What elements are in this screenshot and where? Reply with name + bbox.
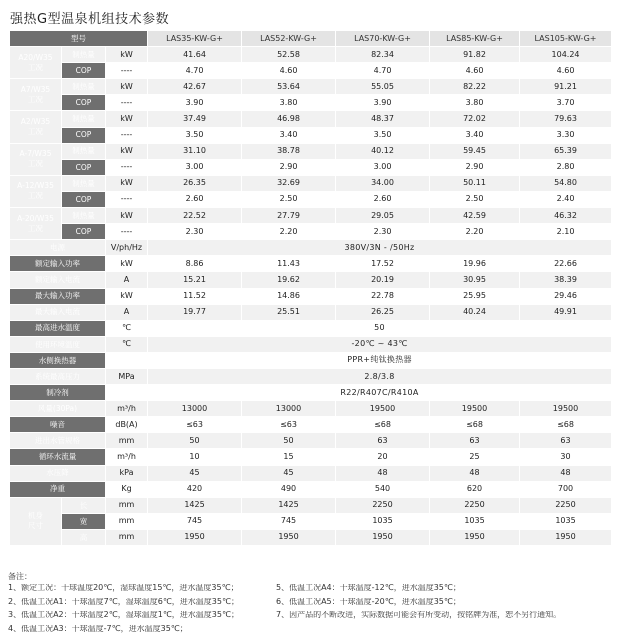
unit-cell: ℃ [106,320,148,336]
table-row [10,240,612,256]
value-cell: 11.52 [148,288,242,304]
param-label: 制热量 [62,47,106,63]
value-cell: 2.40 [520,191,612,207]
note-line: 7、因产品的不断改进，实际数据可能会有所变动，按铭牌为准，恕不另行通知。 [276,611,562,620]
value-cell: 25 [430,449,520,465]
unit-cell: V/ph/Hz [106,240,148,256]
unit-cell: ---- [106,127,148,143]
value-cell: 13000 [148,401,242,417]
value-cell: 4.60 [520,63,612,79]
note-line: 6、低温工况A5：干球温度-20℃，进水温度35℃； [276,597,461,606]
note-line: 5、低温工况A4：干球温度-12℃，进水温度35℃； [276,584,461,593]
value-cell: 8.86 [148,256,242,272]
unit-cell: kW [106,79,148,95]
value-cell: 82.34 [336,47,430,63]
header-model-name: LAS52-KW-G+ [242,31,336,47]
value-cell: 48 [520,465,612,481]
unit-cell: ---- [106,95,148,111]
value-cell: 2.50 [430,191,520,207]
param-label: COP [62,63,106,79]
condition-group-label: A-20/W35 工况 [10,208,62,240]
param-label: 循环水流量 [10,449,106,465]
value-cell: 17.52 [336,256,430,272]
value-cell: 63 [336,433,430,449]
value-cell: 745 [242,513,336,529]
header-model-name: LAS85-KW-G+ [430,31,520,47]
value-cell: 50 [148,433,242,449]
table-row [10,417,612,433]
table-row [10,224,612,240]
value-cell: 2.90 [430,159,520,175]
unit-cell: m³/h [106,401,148,417]
table-row [10,385,612,401]
value-cell: 46.98 [242,111,336,127]
value-cell: 31.10 [148,143,242,159]
value-cell: 27.79 [242,208,336,224]
value-cell: 29.05 [336,208,430,224]
param-label: COP [62,127,106,143]
value-cell: 65.39 [520,143,612,159]
value-cell: 49.91 [520,304,612,320]
value-cell: 2.90 [242,159,336,175]
value-cell: 30.95 [430,272,520,288]
condition-group-label: A20/W35 工况 [10,47,62,79]
value-cell: 53.64 [242,79,336,95]
value-cell: 2250 [430,497,520,513]
unit-cell: ---- [106,63,148,79]
value-cell: 4.60 [430,63,520,79]
value-cell: 1950 [242,529,336,545]
condition-group-label: A7/W35 工况 [10,79,62,111]
param-label: 使用环境温度 [10,336,106,352]
param-label: 水侧换热器 [10,352,106,368]
table-row [10,368,612,384]
param-label: COP [62,95,106,111]
param-label: 宽 [62,513,106,529]
value-cell: 26.25 [336,304,430,320]
value-cell: 50 [242,433,336,449]
value-cell: 19500 [336,401,430,417]
table-row [10,191,612,207]
table-row [10,47,612,63]
value-cell: 2.30 [336,224,430,240]
param-label: 最高进水温度 [10,320,106,336]
unit-cell: dB(A) [106,417,148,433]
value-cell: 30 [520,449,612,465]
param-label: 电源 [10,240,106,256]
value-cell: 1425 [148,497,242,513]
dimension-group-label: 机身 尺寸 [10,497,62,545]
table-row [10,111,612,127]
value-cell: 420 [148,481,242,497]
value-cell: 63 [430,433,520,449]
merged-value-cell: PPR+纯钛换热器 [148,352,612,368]
value-cell: 3.70 [520,95,612,111]
value-cell: 22.66 [520,256,612,272]
table-row [10,449,612,465]
header-model-name: LAS105-KW-G+ [520,31,612,47]
value-cell: 45 [148,465,242,481]
value-cell: 25.51 [242,304,336,320]
notes-section [8,573,628,638]
param-label: 额定输入功率 [10,256,106,272]
value-cell: 3.90 [148,95,242,111]
value-cell: 490 [242,481,336,497]
value-cell: 3.50 [148,127,242,143]
value-cell: ≤63 [148,417,242,433]
unit-cell: A [106,304,148,320]
param-label: 净重 [10,481,106,497]
value-cell: 540 [336,481,430,497]
value-cell: 48.37 [336,111,430,127]
value-cell: 32.69 [242,175,336,191]
table-row [10,352,612,368]
value-cell: 40.12 [336,143,430,159]
value-cell: 82.22 [430,79,520,95]
value-cell: 4.70 [336,63,430,79]
note-line: 2、低温工况A1：干球温度7℃，湿球温度6℃，进水温度35℃； [8,597,239,606]
table-row [10,336,612,352]
table-row [10,304,612,320]
value-cell: 13000 [242,401,336,417]
value-cell: 19500 [430,401,520,417]
table-row [10,159,612,175]
value-cell: 745 [148,513,242,529]
value-cell: 3.00 [336,159,430,175]
table-row [10,143,612,159]
table-row [10,208,612,224]
value-cell: 63 [520,433,612,449]
table-row [10,401,612,417]
merged-value-cell: 2.8/3.8 [148,368,612,384]
table-row [10,79,612,95]
value-cell: 42.67 [148,79,242,95]
value-cell: 3.90 [336,95,430,111]
unit-cell: mm [106,497,148,513]
note-line: 4、低温工况A3：干球温度-7℃，进水温度35℃； [8,624,188,633]
note-line: 3、低温工况A2：干球温度2℃，湿球温度1℃，进水温度35℃； [8,611,239,620]
value-cell: 1035 [430,513,520,529]
value-cell: 700 [520,481,612,497]
value-cell: 1425 [242,497,336,513]
unit-cell: ---- [106,224,148,240]
table-row [10,31,612,47]
param-label: 制热量 [62,175,106,191]
value-cell: 22.52 [148,208,242,224]
table-row [10,465,612,481]
table-row [10,481,612,497]
value-cell: 104.24 [520,47,612,63]
unit-cell: kW [106,143,148,159]
unit-cell: MPa [106,368,148,384]
value-cell: 3.50 [336,127,430,143]
value-cell: 42.59 [430,208,520,224]
spec-table [9,30,612,546]
merged-value-cell: 380V/3N - /50Hz [148,240,612,256]
value-cell: 4.70 [148,63,242,79]
unit-cell: m³/h [106,449,148,465]
unit-cell: kW [106,175,148,191]
param-label: 进出水管规格 [10,433,106,449]
value-cell: 3.80 [430,95,520,111]
param-label: 制热量 [62,79,106,95]
notes-title: 备注： [8,572,32,581]
header-model-name: LAS35-KW-G+ [148,31,242,47]
value-cell: 20.19 [336,272,430,288]
value-cell: ≤63 [242,417,336,433]
value-cell: 19.62 [242,272,336,288]
value-cell: 48 [430,465,520,481]
unit-cell: ---- [106,159,148,175]
value-cell: 3.40 [430,127,520,143]
merged-value-cell: -20℃ ~ 43℃ [148,336,612,352]
unit-cell: kW [106,111,148,127]
value-cell: 59.45 [430,143,520,159]
value-cell: 2250 [520,497,612,513]
value-cell: 48 [336,465,430,481]
table-row [10,320,612,336]
value-cell: 19.77 [148,304,242,320]
unit-cell: kPa [106,465,148,481]
value-cell: 1950 [520,529,612,545]
param-label: 长 [62,497,106,513]
value-cell: 15.21 [148,272,242,288]
value-cell: 72.02 [430,111,520,127]
table-row [10,63,612,79]
table-row [10,433,612,449]
param-label: 系统最高压力 [10,368,106,384]
unit-cell [106,352,148,368]
unit-cell: ---- [106,191,148,207]
value-cell: 3.30 [520,127,612,143]
value-cell: 620 [430,481,520,497]
table-row [10,497,612,513]
unit-cell: kW [106,288,148,304]
value-cell: 91.82 [430,47,520,63]
value-cell: 3.80 [242,95,336,111]
value-cell: 26.35 [148,175,242,191]
unit-cell [106,385,148,401]
value-cell: 1035 [520,513,612,529]
value-cell: 1950 [148,529,242,545]
value-cell: 79.63 [520,111,612,127]
value-cell: 1035 [336,513,430,529]
value-cell: 52.58 [242,47,336,63]
merged-value-cell: 50 [148,320,612,336]
param-label: 高 [62,529,106,545]
param-label: 最大输入功率 [10,288,106,304]
param-label: COP [62,224,106,240]
table-row [10,175,612,191]
value-cell: 1950 [336,529,430,545]
unit-cell: Kg [106,481,148,497]
unit-cell: kW [106,256,148,272]
condition-group-label: A-12/W35 工况 [10,175,62,207]
value-cell: 40.24 [430,304,520,320]
value-cell: 55.05 [336,79,430,95]
unit-cell: mm [106,529,148,545]
value-cell: 2.60 [336,191,430,207]
header-model-label: 型号 [10,31,148,47]
param-label: 风量(30Pa) [10,401,106,417]
value-cell: 41.64 [148,47,242,63]
value-cell: 2.30 [148,224,242,240]
merged-value-cell: R22/R407C/R410A [148,385,612,401]
unit-cell: kW [106,208,148,224]
param-label: 额定输入电流 [10,272,106,288]
table-row [10,288,612,304]
table-row [10,256,612,272]
value-cell: 2.10 [520,224,612,240]
param-label: 制热量 [62,208,106,224]
param-label: 制热量 [62,111,106,127]
value-cell: 10 [148,449,242,465]
unit-cell: ℃ [106,336,148,352]
param-label: 水压降 [10,465,106,481]
notes-right-column [276,584,628,638]
value-cell: 3.00 [148,159,242,175]
unit-cell: mm [106,433,148,449]
condition-group-label: A-7/W35 工况 [10,143,62,175]
value-cell: 37.49 [148,111,242,127]
value-cell: ≤68 [336,417,430,433]
value-cell: 14.86 [242,288,336,304]
value-cell: 25.95 [430,288,520,304]
value-cell: 2250 [336,497,430,513]
value-cell: 91.21 [520,79,612,95]
value-cell: 11.43 [242,256,336,272]
value-cell: 34.00 [336,175,430,191]
value-cell: 15 [242,449,336,465]
param-label: 制热量 [62,143,106,159]
param-label: 制冷剂 [10,385,106,401]
value-cell: 54.80 [520,175,612,191]
value-cell: 19500 [520,401,612,417]
unit-cell: mm [106,513,148,529]
param-label: COP [62,191,106,207]
value-cell: ≤68 [430,417,520,433]
value-cell: 2.20 [430,224,520,240]
value-cell: 38.78 [242,143,336,159]
unit-cell: A [106,272,148,288]
value-cell: 1950 [430,529,520,545]
header-model-name: LAS70-KW-G+ [336,31,430,47]
table-row [10,95,612,111]
value-cell: 22.78 [336,288,430,304]
value-cell: 45 [242,465,336,481]
param-label: 噪音 [10,417,106,433]
value-cell: 29.46 [520,288,612,304]
table-row [10,513,612,529]
value-cell: 20 [336,449,430,465]
value-cell: ≤68 [520,417,612,433]
value-cell: 19.96 [430,256,520,272]
value-cell: 38.39 [520,272,612,288]
value-cell: 3.40 [242,127,336,143]
value-cell: 46.32 [520,208,612,224]
condition-group-label: A2/W35 工况 [10,111,62,143]
table-row [10,127,612,143]
value-cell: 2.50 [242,191,336,207]
note-line: 1、额定工况：干球温度20℃，湿球温度15℃，进水温度35℃； [8,584,239,593]
value-cell: 50.11 [430,175,520,191]
notes-left-column [8,584,276,638]
unit-cell: kW [106,47,148,63]
param-label: 最大输入电流 [10,304,106,320]
param-label: COP [62,159,106,175]
value-cell: 2.80 [520,159,612,175]
table-row [10,529,612,545]
table-row [10,272,612,288]
page-title: 强热G型温泉机组技术参数 [10,12,170,27]
value-cell: 2.60 [148,191,242,207]
value-cell: 2.20 [242,224,336,240]
value-cell: 4.60 [242,63,336,79]
